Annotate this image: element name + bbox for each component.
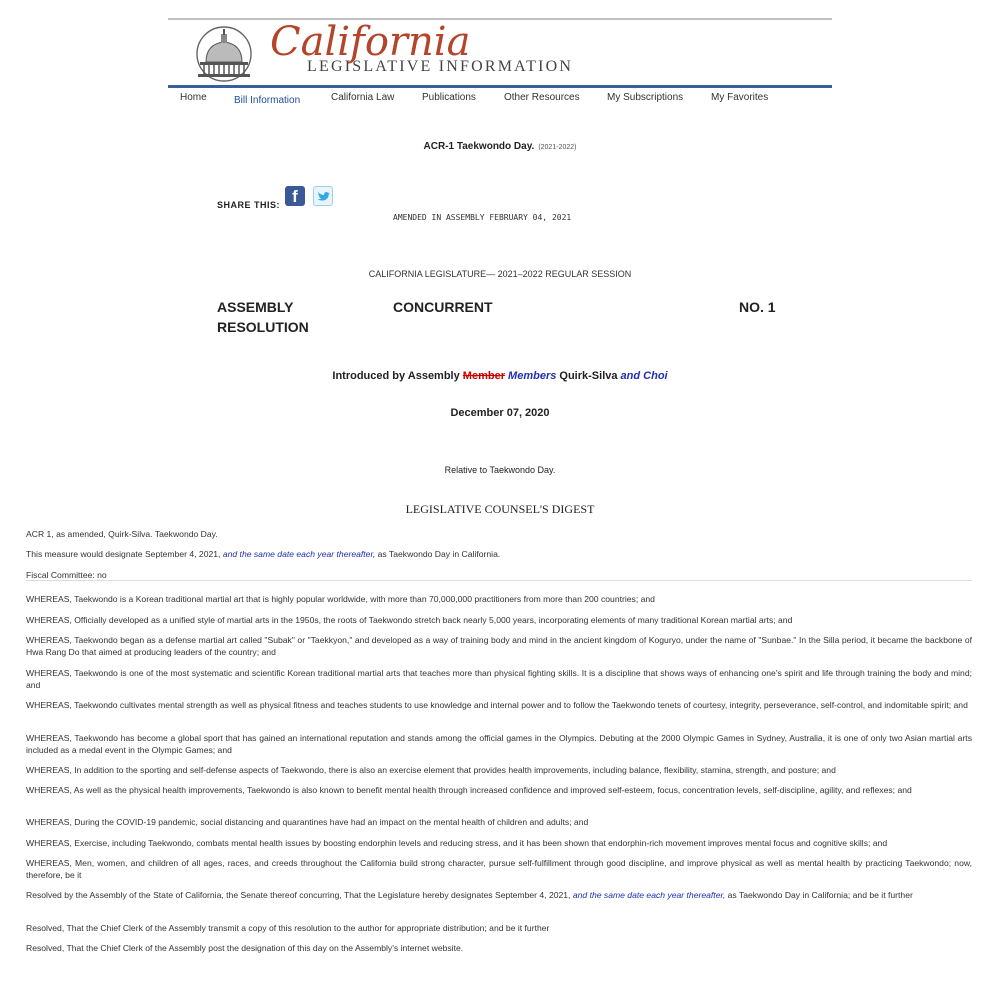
header-top-rule xyxy=(168,18,832,20)
brand-subtitle: LEGISLATIVE INFORMATION xyxy=(307,58,574,75)
introduced-author: Quirk-Silva xyxy=(559,370,618,382)
whereas-clause: WHEREAS, Men, women, and children of all ages, races, and creeds throughout the California build strong character, pursue self-fulfillment through good discipline, and improve physical as well as mental health by practicing Taekwondo; now, therefore, be it xyxy=(26,858,972,880)
resolved-prefix: Resolved by the Assembly of the State of California, the Senate thereof concurring, That the Legislature hereby designates September 4, 2021, xyxy=(26,890,571,900)
resolution-word-assembly: ASSEMBLY xyxy=(217,299,294,315)
relative-to: Relative to Taekwondo Day. xyxy=(444,465,556,475)
introduced-prefix: Introduced by Assembly xyxy=(332,370,460,382)
resolution-word-resolution: RESOLUTION xyxy=(217,319,309,335)
digest-measure-prefix: This measure would designate September 4, 2021, xyxy=(26,549,221,559)
whereas-clause: WHEREAS, In addition to the sporting and self-defense aspects of Taekwondo, there is also an exercise element that provides health improvements, including balance, flexibility, stamina, strength, and posture; and xyxy=(26,765,836,775)
introduced-inserted-coauthor: and Choi xyxy=(620,370,668,382)
nav-my-favorites[interactable]: My Favorites xyxy=(711,92,769,103)
whereas-clause: WHEREAS, Taekwondo has become a global sport that has gained an international reputation and stands among the official games in the Olympics. Debuting at the 2000 Olympic Games in Sydney, Australia, it is one of only two Asian martial arts included as a medal event in the Olympic Games; and xyxy=(26,733,972,755)
resolved-suffix: as Taekwondo Day in California; and be it further xyxy=(727,890,913,900)
whereas-clause: WHEREAS, Taekwondo is one of the most systematic and scientific Korean traditional martial arts that teaches more than physical fighting skills. It is a discipline that shows ways of enhancing one's spirit and life through training the body and mind; and xyxy=(26,668,972,690)
main-nav xyxy=(168,92,832,112)
resolved-clause-designation xyxy=(26,889,972,901)
bill-session: (2021-2022) xyxy=(538,144,577,151)
nav-publications[interactable]: Publications xyxy=(422,92,476,103)
whereas-clause: WHEREAS, As well as the physical health improvements, Taekwondo is also known to benefit mental health through increased confidence and improved self-esteem, focus, concentration levels, self-discipline, agility, and reflexes; and xyxy=(26,785,912,795)
nav-my-subscriptions[interactable]: My Subscriptions xyxy=(607,92,684,103)
amended-notice: AMENDED IN ASSEMBLY FEBRUARY 04, 2021 xyxy=(393,213,572,222)
bill-title xyxy=(0,141,1000,152)
digest-measure-inserted: and the same date each year thereafter, xyxy=(222,549,376,559)
twitter-icon[interactable] xyxy=(313,186,333,206)
resolved-clause-transmit: Resolved, That the Chief Clerk of the Assembly transmit a copy of this resolution to the author for appropriate distribution; and be it further xyxy=(26,923,550,933)
facebook-icon[interactable]: f xyxy=(285,186,305,206)
introduced-date: December 07, 2020 xyxy=(450,407,550,419)
whereas-clause: WHEREAS, Taekwondo cultivates mental strength as well as physical fitness and teaches students to use knowledge and internal power and to follow the Taekwondo tenets of courtesy, integrity, perseverance, self-control, and indomitable spirit; and xyxy=(26,700,968,710)
resolution-type-assembly xyxy=(217,297,309,337)
introduced-inserted-text: Members xyxy=(508,370,557,382)
nav-california-law[interactable]: California Law xyxy=(331,92,395,103)
resolution-word-concurrent: CONCURRENT xyxy=(393,299,493,315)
digest-measure xyxy=(26,548,972,560)
header-blue-rule xyxy=(168,85,832,88)
nav-bill-information[interactable]: Bill Information xyxy=(234,95,301,106)
nav-other-resources[interactable]: Other Resources xyxy=(504,92,580,103)
brand-script-title[interactable]: California xyxy=(270,19,471,65)
bill-title-text: ACR-1 Taekwondo Day. xyxy=(423,141,535,152)
digest-title: LEGISLATIVE COUNSEL'S DIGEST xyxy=(405,502,595,516)
resolution-number: NO. 1 xyxy=(739,299,776,315)
resolved-clause-post: Resolved, That the Chief Clerk of the Assembly post the designation of this day on the Assembly's internet website. xyxy=(26,943,464,953)
share-label: SHARE THIS: xyxy=(217,200,281,210)
legislature-session: CALIFORNIA LEGISLATURE— 2021–2022 REGULAR SESSION xyxy=(368,269,632,279)
fiscal-committee: Fiscal Committee: no xyxy=(26,570,107,580)
whereas-clause: WHEREAS, Officially developed as a unified style of martial arts in the 1950s, the roots of Taekwondo stretch back nearly 5,000 years, incorporating elements of many traditional Korean martial arts; and xyxy=(26,615,793,625)
capitol-dome-icon[interactable] xyxy=(190,24,270,82)
whereas-clause: WHEREAS, Taekwondo is a Korean traditional martial art that is highly popular worldwide, with more than 70,000,000 practitioners from more than 200 countries; and xyxy=(26,594,655,604)
introduced-by xyxy=(0,370,1000,382)
resolved-inserted: and the same date each year thereafter, xyxy=(572,890,726,900)
whereas-clause: WHEREAS, Exercise, including Taekwondo, combats mental health issues by boosting endorphin levels and reducing stress, and it has been shown that endorphin-rich movement improves mental focus and cognitive skills; and xyxy=(26,838,888,848)
digest-summary: ACR 1, as amended, Quirk-Silva. Taekwondo Day. xyxy=(26,529,218,539)
introduced-struck-text: Member xyxy=(462,370,505,382)
whereas-clause: WHEREAS, Taekwondo began as a defense martial art called "Subak" or "Taekkyon," and developed as a way of training body and mind in the ancient kingdom of Koguryo, under the name of "Sunbae." In the Silla period, it became the backbone of Hwa Rang Do that aimed at producing leaders of the country; and xyxy=(26,635,972,657)
nav-home[interactable]: Home xyxy=(180,92,207,103)
digest-measure-suffix: as Taekwondo Day in California. xyxy=(377,549,501,559)
digest-divider xyxy=(26,580,972,581)
whereas-clause: WHEREAS, During the COVID-19 pandemic, social distancing and quarantines have had an impact on the mental health of children and adults; and xyxy=(26,817,589,827)
